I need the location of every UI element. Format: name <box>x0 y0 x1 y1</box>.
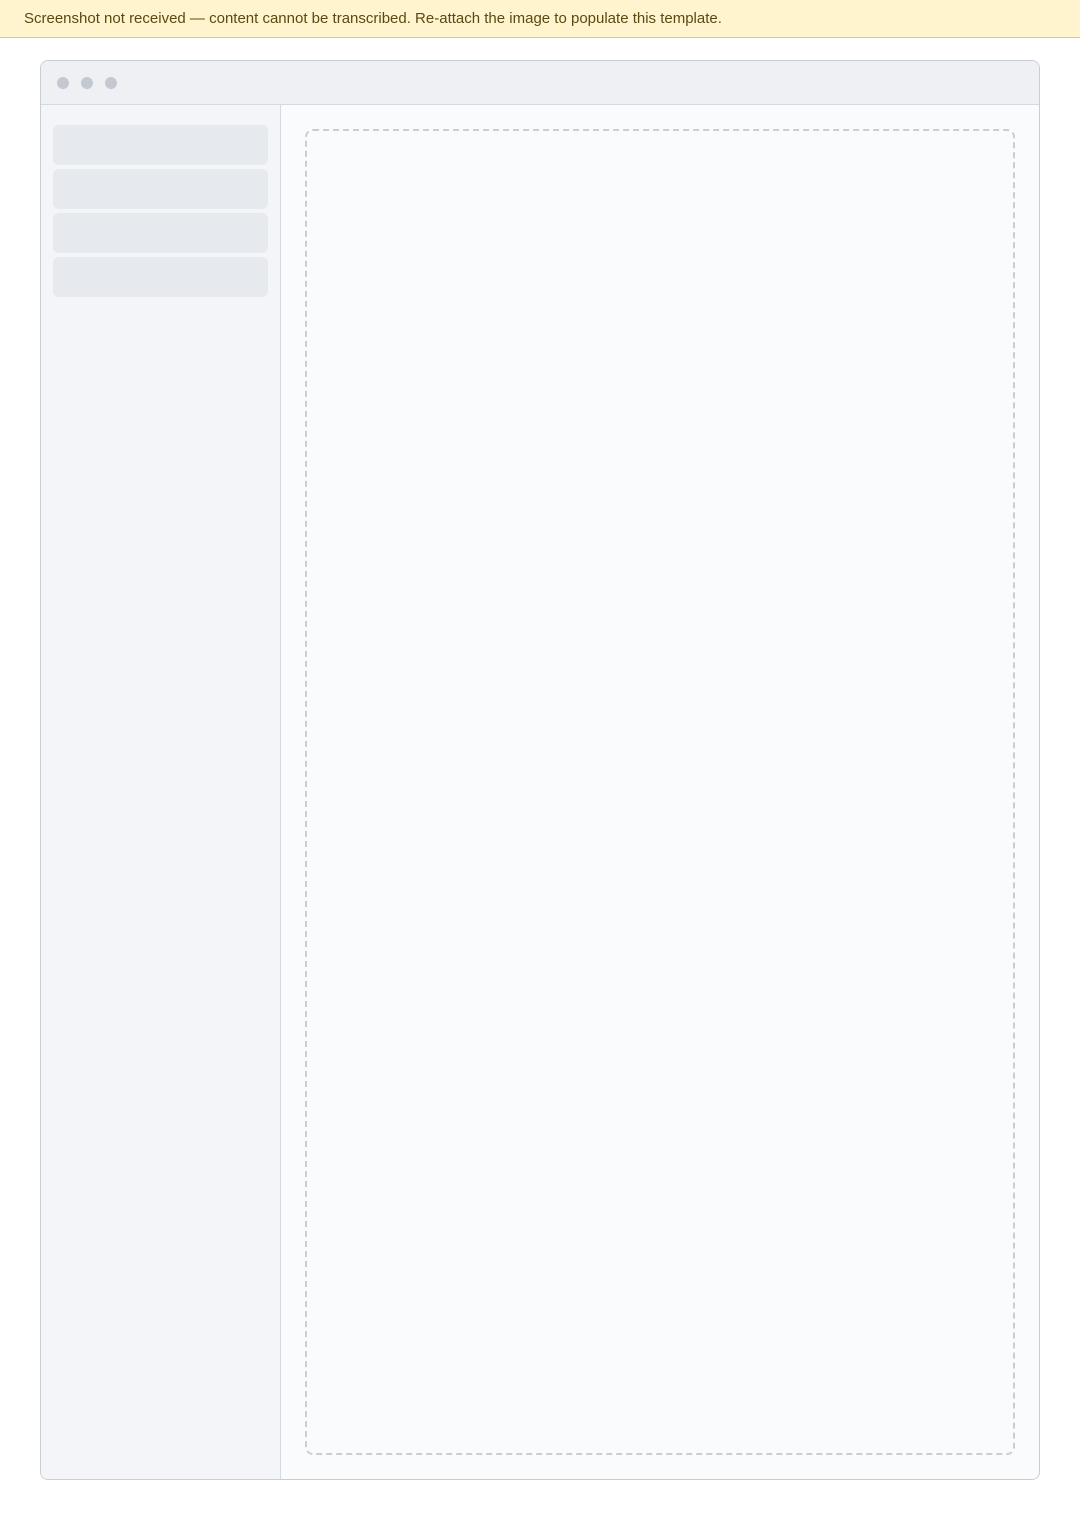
title-bar <box>41 61 1039 105</box>
window-control-icon[interactable] <box>57 77 69 89</box>
sidebar-item[interactable] <box>53 257 268 297</box>
sidebar-item[interactable] <box>53 125 268 165</box>
content-placeholder <box>305 129 1015 1455</box>
app-window <box>40 60 1040 1480</box>
window-control-icon[interactable] <box>81 77 93 89</box>
sidebar <box>41 105 281 1479</box>
sidebar-item[interactable] <box>53 213 268 253</box>
missing-image-notice: Screenshot not received — content cannot be transcribed. Re-attach the image to populate this template. <box>0 0 1080 38</box>
window-control-icon[interactable] <box>105 77 117 89</box>
window-body <box>41 105 1039 1479</box>
main-content <box>281 105 1039 1479</box>
sidebar-item[interactable] <box>53 169 268 209</box>
